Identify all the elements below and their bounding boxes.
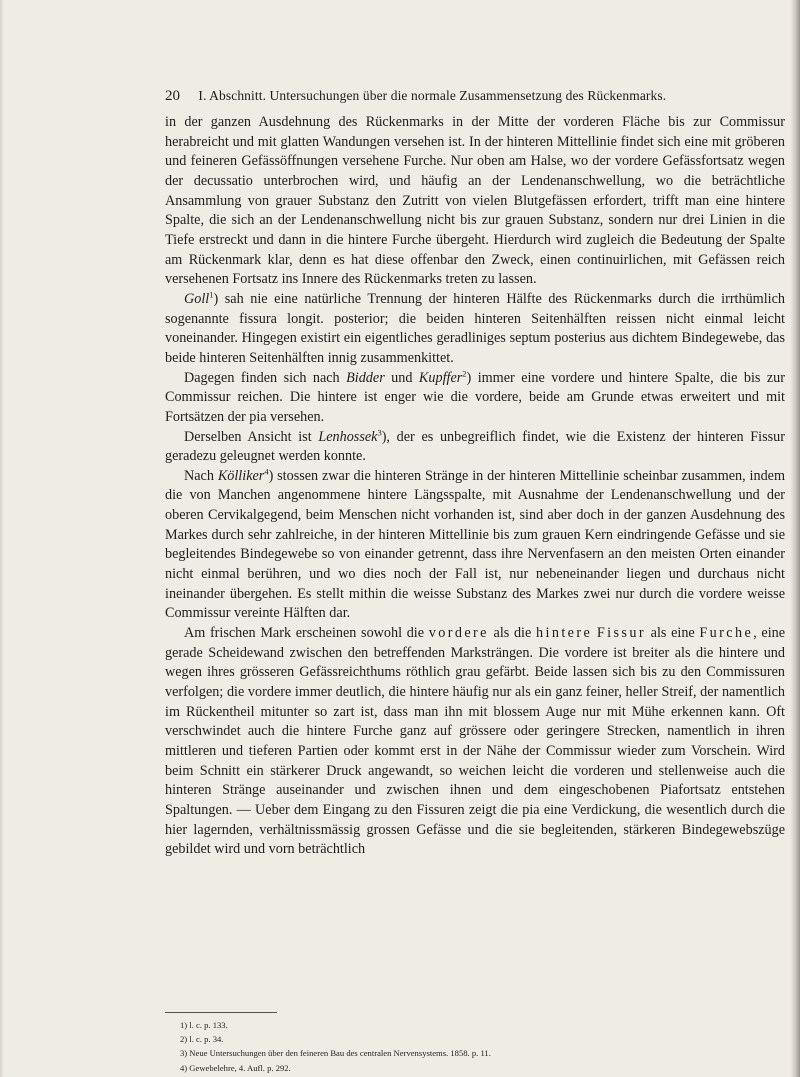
text-run: ) sah nie eine natürliche Trennung der hinteren Hälfte des Rückenmarks durch die irrthümlich sogenannte fissura longit. posterior; die beiden hinteren Seitenhälften reissen nicht einmal leicht voneinander. Hingegen existirt ein eigentliches geradliniges septum posterius aus dichtem Bindegewebe, das beide hinteren Seitenhälften innig zusammenkittet. — [165, 290, 785, 366]
text-run: Am frischen Mark erscheinen sowohl die — [184, 625, 429, 642]
page-edge-left — [0, 0, 4, 1077]
footnote-marker: 3 — [377, 426, 382, 437]
footnote: 2) l. c. p. 34. — [180, 1034, 224, 1045]
paragraph — [165, 467, 785, 624]
footnote: 4) Gewebelehre, 4. Aufl. p. 292. — [180, 1062, 291, 1073]
paragraph — [165, 428, 785, 467]
paragraph — [165, 624, 785, 860]
running-header — [165, 88, 785, 105]
author-name: Goll — [184, 290, 210, 307]
author-name: Bidder — [346, 369, 385, 386]
spaced-emphasis: Fissur — [596, 625, 646, 642]
footnote: 3) Neue Untersuchungen über den feineren Bau des centralen Nervensystems. 1858. p. 11. — [180, 1048, 491, 1059]
spaced-emphasis: Furche — [699, 625, 754, 642]
footnote-marker: 2 — [462, 367, 467, 378]
footnote: 1) l. c. p. 133. — [180, 1020, 228, 1030]
body-text — [165, 113, 785, 860]
footnotes — [180, 1018, 780, 1075]
footnote-marker: 1 — [209, 289, 214, 300]
text-run: ) stossen zwar die hinteren Stränge in der hinteren Mittellinie scheinbar zusammen, indem die von Manchen angenommene hintere Längsspalte, mit Ausnahme der Lendenanschwellung und der oberen Cervikalgegend, beim Menschen nicht vorhanden ist, sind aber doch in der ganzen Ausdehnung des Markes durch sehr zahlreiche, in der hinteren Mittellinie bis zum grauen Kern eindringende Gefässe und sie begleitendes Bindegewebe so von einander getrennt, dass ihre Nervenfasern an den meisten Orten einander nicht einmal berühren, und wo dies noch der Fall ist, nur nebeneinander liegen und durchaus nicht ineinander übergehen. Es stellt mithin die weisse Substanz des Markes zwei nur durch die vordere weisse Commissur vereinte Hälften dar. — [165, 467, 785, 622]
text-run: , eine gerade Scheidewand zwischen den betreffenden Marksträngen. Die vordere ist breiter als die hintere und wegen ihres grösseren Gefässreichthums röthlich grau gefärbt. Beide lassen sich bis zu den Commissuren verfolgen; die vordere immer deutlich, die hintere häufig nur als ein ganz feiner, heller Streif, der namentlich im Rückentheil mitunter so zart ist, dass man ihn mit blossem Auge nur mit Mühe erkennen kann. Oft verschwindet auch die hintere Furche ganz auf grössere oder geringere Strecken, namentlich in ihren mittleren und tieferen Partien oder kommt erst in der Nähe der Commissur wieder zum Vorschein. Wird beim Schnitt ein stärkerer Druck angewandt, so weichen leicht die vorderen und stellenweise auch die hinteren Stränge auseinander und zwischen ihnen und dem eingeschobenen Piafortsatz entstehen Spaltungen. — Ueber dem Eingang zu den Fissuren zeigt die pia eine Verdickung, die wesentlich durch die hier lagernden, verhältnissmässig grossen Gefässe und die sie begleitenden, stärkeren Bindegewebszüge gebildet wird und vorn beträchtlich — [165, 625, 786, 858]
author-name: Lenhossek — [318, 428, 378, 445]
text-run: und — [384, 369, 419, 386]
spaced-emphasis: vordere — [428, 625, 489, 642]
text-run: als eine — [645, 625, 700, 642]
text-run: in der ganzen Ausdehnung des Rückenmarks in der Mitte der vorderen Fläche bis zur Commissur herabreicht und mit glatten Wandungen versehen ist. In der hinteren Mittellinie findet sich eine mit gröberen und feineren Gefässöffnungen versehene Furche. Nur oben am Halse, wo der vordere Gefässfortsatz wegen der decussatio unterbrochen wird, und häufig an der Lendenanschwellung, wo die beträchtliche Ansammlung von grauer Substanz den Zutritt von vielen Blutgefässen erfordert, trifft man eine hintere Spalte, die sich an der Lendenanschwellung nicht bis zur grauen Substanz, sondern nur drei Linien in die Tiefe erstreckt und dann in die hintere Furche übergeht. Hierdurch wird zugleich die Bedeutung der Spalte am Rückenmark klar, denn es hat diese offenbar den Zweck, einen continuirlichen, mit Gefässen reich versehenen Fortsatz ins Innere des Rückenmarks treten zu lassen. — [165, 114, 785, 288]
text-run: Nach — [184, 467, 218, 484]
spaced-emphasis: hintere — [535, 625, 593, 642]
paragraph — [165, 113, 785, 290]
text-run: als die — [488, 625, 536, 642]
footnote-marker: 4 — [264, 466, 269, 477]
text-run: ) immer eine vordere und hintere Spalte, die bis zur Commissur reichen. Die hintere ist enger wie die vordere, beide am Grunde etwas erweitert und mit Fortsätzen der pia versehen. — [165, 369, 785, 425]
running-title: I. Abschnitt. Untersuchungen über die normale Zusammensetzung des Rückenmarks. — [198, 88, 667, 103]
page-edge-right — [790, 0, 800, 1077]
text-run: Dagegen finden sich nach — [184, 369, 347, 386]
paragraph — [165, 369, 785, 428]
text-run: ), der es unbegreiflich findet, wie die Existenz der hinteren Fissur geradezu geleugnet werden konnte. — [165, 428, 785, 465]
author-name: Kupffer — [418, 369, 463, 386]
footnote-rule — [165, 1012, 277, 1013]
page-number: 20 — [165, 88, 180, 104]
paragraph — [165, 290, 785, 369]
text-run: Derselben Ansicht ist — [184, 428, 319, 445]
author-name: Kölliker — [217, 467, 265, 484]
